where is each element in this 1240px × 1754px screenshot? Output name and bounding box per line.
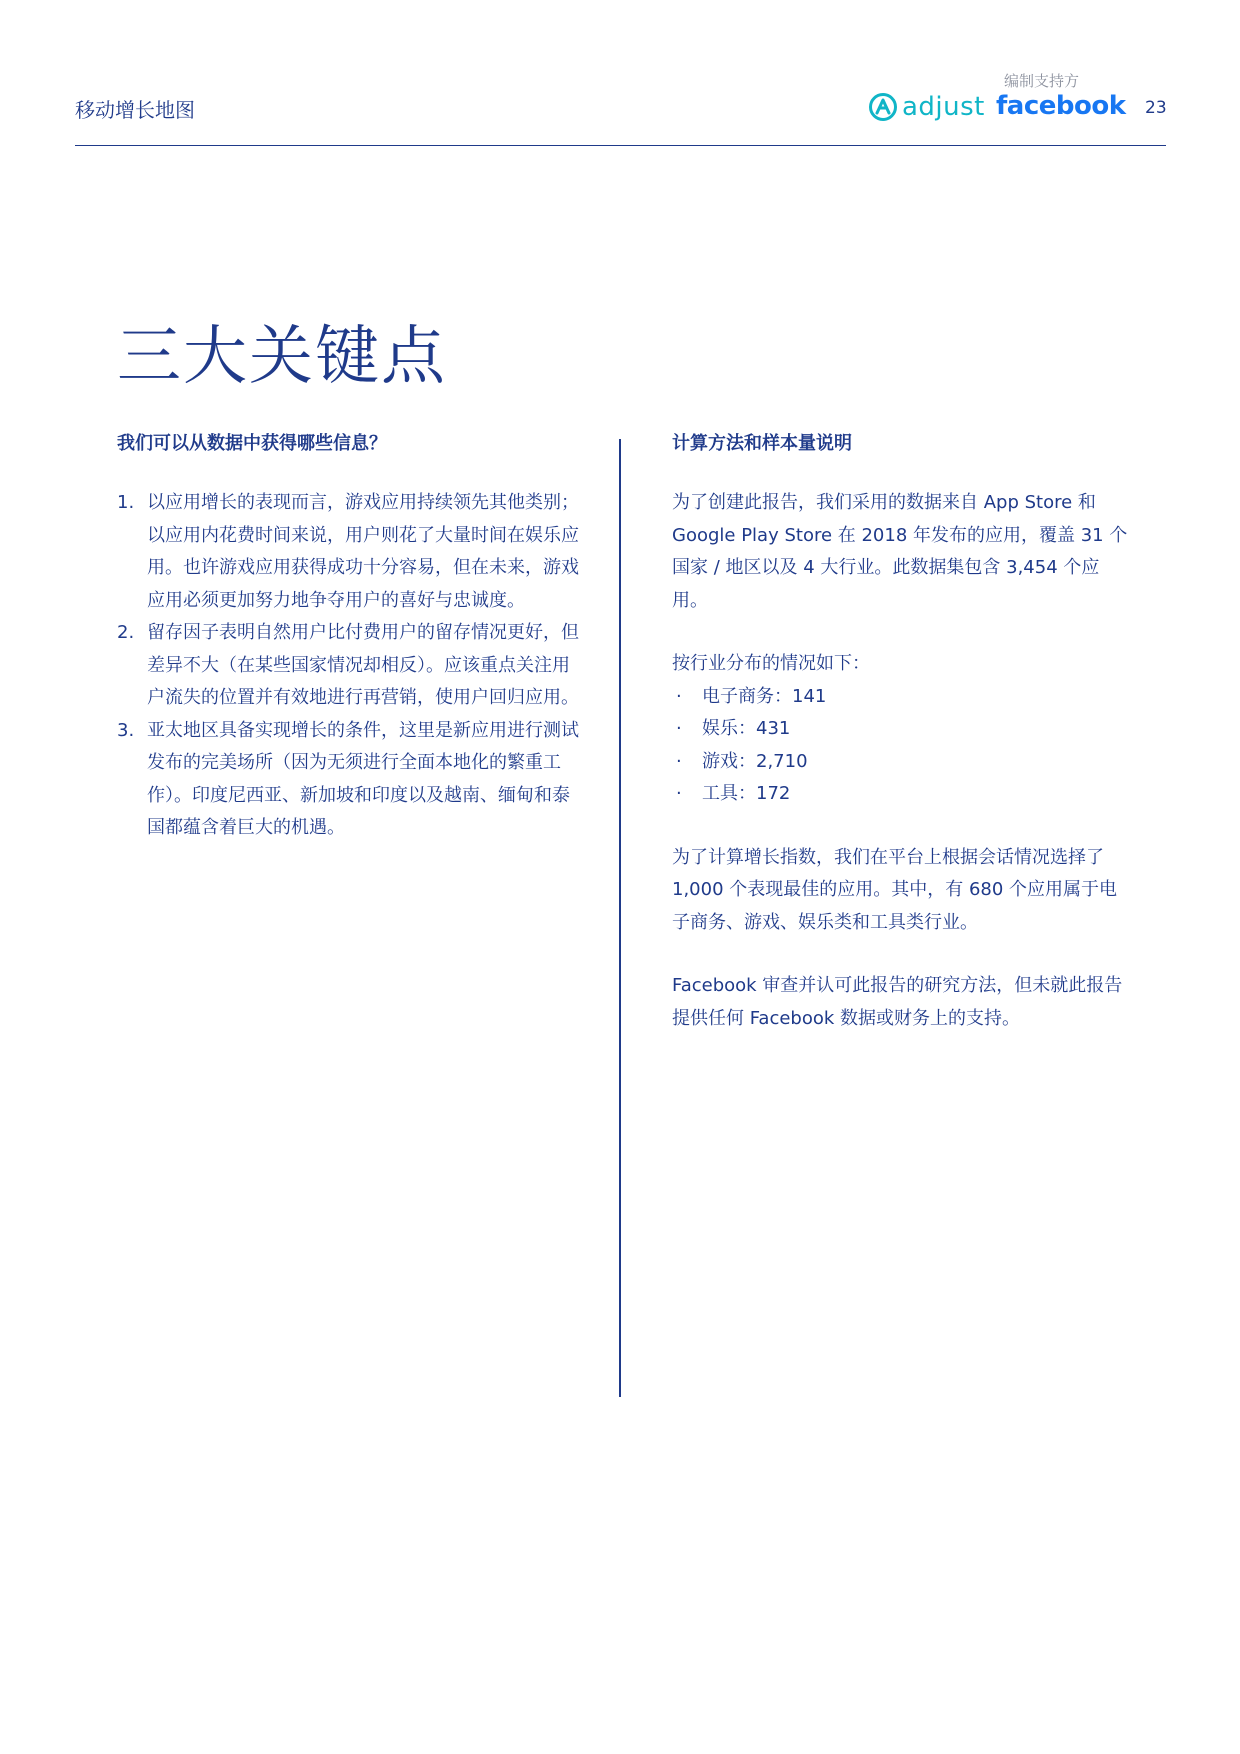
methodology-heading: 计算方法和样本量说明	[672, 433, 852, 454]
finding-number: 3.	[117, 719, 135, 741]
finding-number: 2.	[117, 622, 135, 643]
facebook-logo: facebook	[996, 91, 1126, 121]
adjust-logo-icon	[868, 92, 898, 122]
methodology-paragraph: 为了创建此报告，我们采用的数据来自 App Store 和 Google Play Store 在 2018 年发布的应用，覆盖 31 个国家 / 地区以及 4 大行业。此数据集包含 3,454 个应用。	[672, 492, 1128, 611]
sponsor-label: 编制支持方	[1004, 72, 1080, 90]
bullet-icon: ·	[676, 750, 682, 772]
industry-item	[672, 778, 1132, 811]
industry-list-intro: 按行业分布的情况如下：	[672, 653, 870, 674]
insights-column	[117, 432, 587, 845]
industry-item	[672, 746, 1132, 779]
industry-list	[672, 681, 1132, 811]
finding-item	[117, 487, 587, 617]
adjust-logo-text: adjust	[902, 92, 985, 122]
industry-text: 娱乐：431	[702, 718, 791, 739]
finding-item	[117, 715, 587, 845]
header-divider	[75, 145, 1166, 146]
finding-text: 亚太地区具备实现增长的条件，这里是新应用进行测试发布的完美场所（因为无须进行全面本地化的繁重工作）。印度尼西亚、新加坡和印度以及越南、缅甸和泰国都蕴含着巨大的机遇。	[147, 719, 579, 838]
column-divider	[619, 439, 621, 1397]
page-heading: 三大关键点	[117, 320, 447, 394]
industry-item	[672, 713, 1132, 746]
finding-item	[117, 617, 587, 715]
methodology-column	[672, 432, 1132, 1035]
findings-list	[117, 487, 587, 845]
industry-text: 游戏：2,710	[702, 750, 808, 772]
bullet-icon: ·	[676, 783, 682, 804]
page-number: 23	[1145, 98, 1167, 118]
industry-item	[672, 681, 1132, 714]
disclaimer-paragraph: Facebook 审查并认可此报告的研究方法，但未就此报告提供任何 Facebook 数据或财务上的支持。	[672, 975, 1123, 1029]
bullet-icon: ·	[676, 685, 682, 707]
insights-heading: 我们可以从数据中获得哪些信息？	[117, 433, 387, 454]
report-title: 移动增长地图	[75, 98, 195, 122]
bullet-icon: ·	[676, 718, 682, 739]
industry-text: 电子商务：141	[702, 685, 827, 707]
growth-index-paragraph: 为了计算增长指数，我们在平台上根据会话情况选择了 1,000 个表现最佳的应用。其中，有 680 个应用属于电子商务、游戏、娱乐类和工具类行业。	[672, 846, 1118, 933]
finding-text: 留存因子表明自然用户比付费用户的留存情况更好，但差异不大（在某些国家情况却相反）。应该重点关注用户流失的位置并有效地进行再营销，使用户回归应用。	[147, 622, 579, 708]
industry-text: 工具：172	[702, 783, 791, 804]
finding-text: 以应用增长的表现而言，游戏应用持续领先其他类别；以应用内花费时间来说，用户则花了大量时间在娱乐应用。也许游戏应用获得成功十分容易，但在未来，游戏应用必须更加努力地争夺用户的喜好与忠诚度。	[147, 492, 579, 611]
finding-number: 1.	[117, 492, 135, 513]
adjust-logo	[868, 92, 985, 122]
